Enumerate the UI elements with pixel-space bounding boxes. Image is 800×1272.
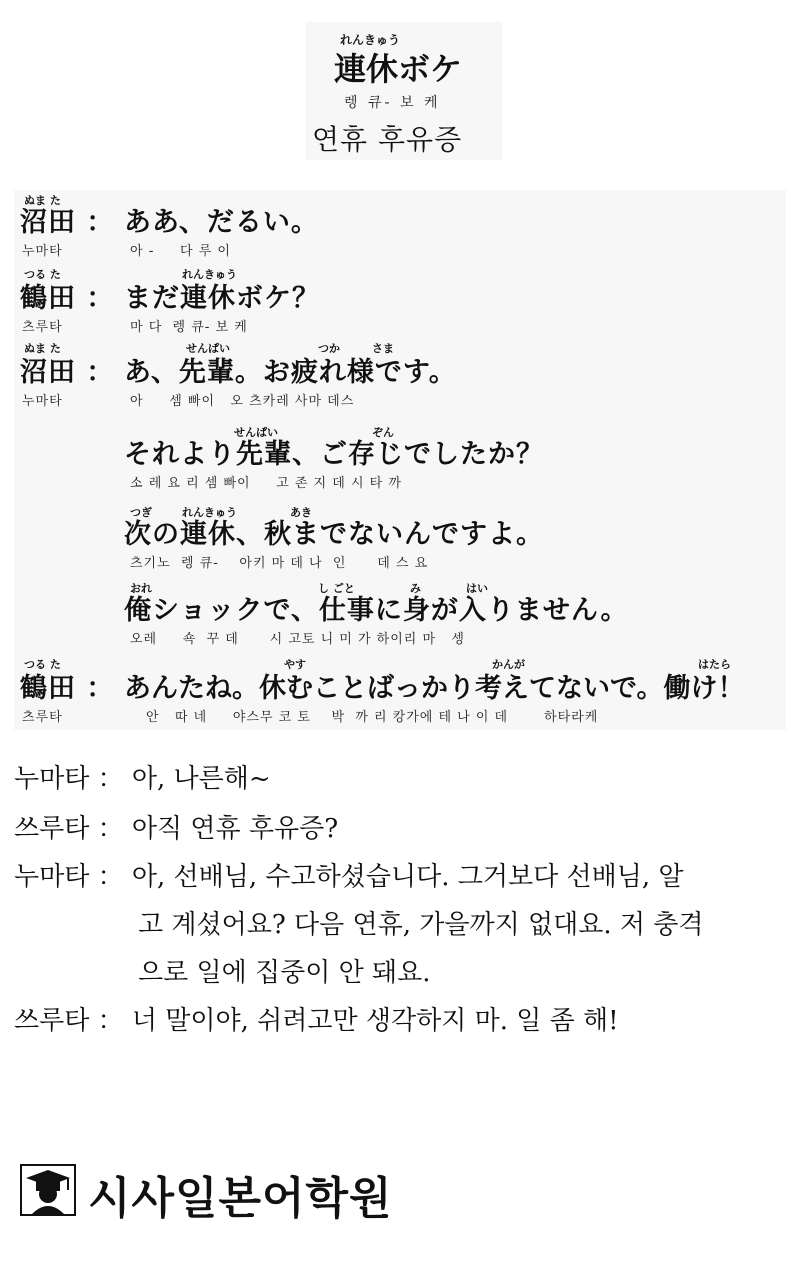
line3-japanese: あ、先輩。お疲れ様です。 [124,357,457,388]
translation-text: 너 말이야, 쉬려고만 생각하지 마. 일 좀 해! [131,1006,619,1036]
line6-ruby4: はい [466,582,488,595]
line1-speaker: 沼田 ： [20,207,115,238]
line6-ruby2: し ごと [318,582,355,595]
title-reading: 렝 큐- 보 케 [344,95,441,111]
line7-speaker: 鶴田 ： [20,673,115,704]
translation-speaker: 쓰루타 [14,814,90,844]
translation-text: 아, 나른해~ [131,764,271,794]
line6-ruby3: み [410,582,421,595]
line7-name-ruby: つる た [24,658,61,671]
line6-reading: 오레 쇽 꾸 데 시 고토 니 미 가 하이리 마 셍 [130,632,465,647]
title-ruby: れんきゅう [340,33,401,47]
line7-japanese: あんたね。休むことばっかり考えてないで。働け！ [124,673,745,704]
line2-japanese: まだ連休ボケ？ [124,283,320,314]
translation-separator: ： [97,862,124,892]
translation-speaker: 쓰루타 [14,1006,90,1036]
line7-ruby1: やす [284,658,306,671]
line3-speaker: 沼田 ： [20,357,115,388]
line7-ruby3: はたら [698,658,731,671]
line3-ruby2: つか [318,342,340,355]
graduation-cap-person-icon [20,1164,76,1216]
line1-reading: 아 - 다 루 이 [130,244,231,259]
line1-name-ruby: ぬま た [24,194,61,207]
line3-ruby1: せんぱい [186,342,230,355]
line6-japanese: 俺ショックで、仕事に身が入りません。 [124,595,629,626]
logo [20,1160,480,1222]
line5-ruby2: れんきゅう [182,506,237,519]
line7-name-reading: 츠루타 [22,710,63,725]
line2-speaker: 鶴田 ： [20,283,115,314]
translation-line-3b: 고 계셨어요? 다음 연휴, 가을까지 없대요. 저 충격 [138,910,704,940]
line2-reading: 마 다 렝 큐- 보 케 [130,320,248,335]
line3-name-ruby: ぬま た [24,342,61,355]
line2-ruby1: れんきゅう [182,268,237,281]
line7-ruby2: かんが [492,658,525,671]
translation-line-4 [14,1000,619,1037]
title-korean: 연휴 후유증 [312,123,463,156]
translation-line-2 [14,808,338,845]
line5-ruby3: あき [290,506,312,519]
translation-line-3 [14,856,684,893]
line4-ruby1: せんぱい [234,426,278,439]
line5-ruby1: つぎ [130,506,152,519]
translation-separator: ： [97,764,124,794]
line2-name-reading: 츠루타 [22,320,63,335]
translation-speaker: 누마타 [14,862,90,892]
translation-line-1 [14,758,271,795]
translation-text: 아, 선배님, 수고하셨습니다. 그거보다 선배님, 알 [131,862,684,892]
line4-reading: 소 레 요 리 셈 빠이 고 존 지 데 시 타 까 [130,476,402,491]
line5-japanese: 次の連休、秋までないんですよ。 [124,519,544,550]
title-japanese: 連休ボケ [334,50,463,88]
line3-name-reading: 누마타 [22,394,63,409]
translation-separator: ： [97,1006,124,1036]
line6-ruby1: おれ [130,582,152,595]
line3-ruby3: さま [372,342,394,355]
line7-reading: 안 따 네 야스무 코 토 박 까 리 캉가에 테 나 이 데 하타라케 [146,710,599,725]
line1-name-reading: 누마타 [22,244,63,259]
logo-text: 시사일본어학원 [88,1173,393,1224]
line4-ruby2: ぞん [372,426,394,439]
line2-name-ruby: つる た [24,268,61,281]
line3-reading: 아 셈 빠이 오 츠카레 사마 데스 [130,394,355,409]
translation-speaker: 누마타 [14,764,90,794]
line5-reading: 츠기노 렝 큐- 아키 마 데 나 인 데 스 요 [130,556,429,571]
line4-japanese: それより先輩、ご存じでしたか？ [124,439,544,470]
translation-separator: ： [97,814,124,844]
translation-text: 아직 연휴 후유증? [131,814,339,844]
translation-line-3c: 으로 일에 집중이 안 돼요. [138,958,431,988]
line1-japanese: ああ、だるい。 [124,207,319,238]
